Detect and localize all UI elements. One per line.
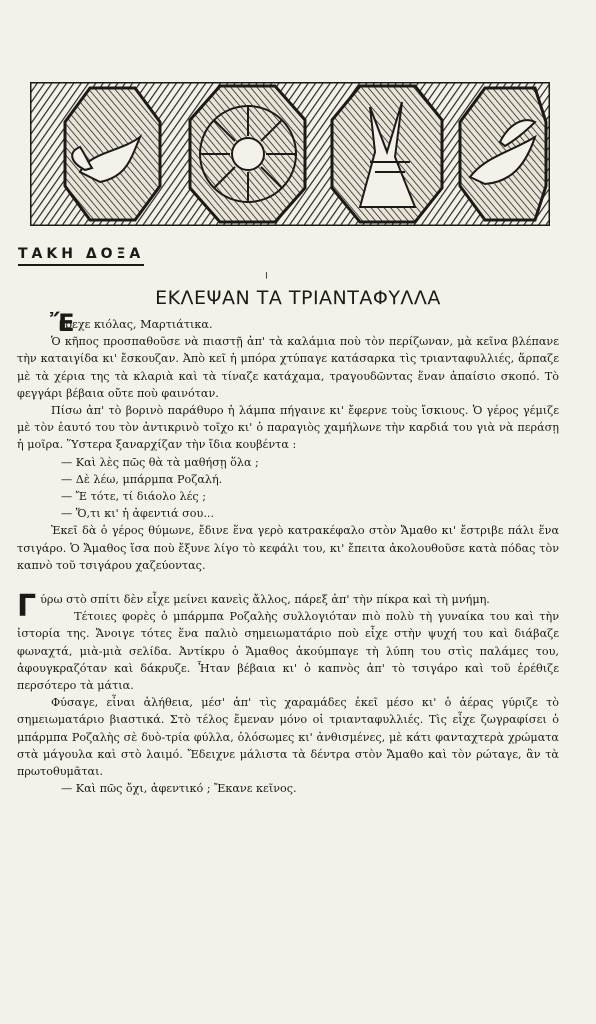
drop-cap: Ἔ [50, 309, 75, 337]
story-body [17, 309, 559, 797]
paragraph: Τέτοιες φορὲς ὁ μπάρμπα Ροζαλὴς συλλογιόταν πιὸ πολὺ τὴ γυναίκα του καὶ τὴν ἱστορία της. Ἄνοιγε τότες ἕνα παλιὸ σημειωματάριο ποὺ εἶχε στὴν ψυχή του καὶ διάβαζε φωναχτά, μιὰ-μιὰ σελίδα. Ἀντίκρυ ὁ Ἄμαθος ἀκούμπαγε τὴ λύπη του στὶς παλάμες του, ἀφουγκραζόταν καὶ δάκρυζε. Ἦταν βέβαια κι' ὁ καπνὸς ἀπ' τὸ τσιγάρο καὶ τοῦ ἐρέθιζε περσότερο τὰ μάτια. [17, 610, 559, 693]
dialogue-line: — Ἔ τότε, τί διάολο λές ; [61, 490, 207, 504]
ornament-mark: ╷ [263, 266, 270, 279]
paragraph: Πίσω ἀπ' τὸ βορινὸ παράθυρο ἡ λάμπα πήγαινε κι' ἔφερνε τοὺς ἴσκιους. Ὁ γέρος γέμιζε μὲ τὸν ἑαυτό του τὸν ἀντικρινὸ τοῖχο κι' ὁ παραγιὸς χαμήλωνε τὴν καρδιά του γιὰ νὰ περάσῃ ἡ μοῖρα. Ὕστερα ξαναρχίζαν τὴν ἴδια κουβέντα : [17, 404, 559, 452]
paragraph: Ὁ κῆπος προσπαθοῦσε νὰ πιαστῇ ἀπ' τὰ καλάμια ποὺ τὸν περίζωναν, μὰ κεῖνα βλέπανε τὴν καταιγίδα κι' ἔσκουζαν. Ἀπὸ κεῖ ἡ μπόρα χτύπαγε κατάσαρκα τὶς τριανταφυλλιές, ἅρπαζε μὲ τὰ χέρια της τὰ κλαριὰ καὶ τὰ τίναζε κατάχαμα, τραγουδῶντας ἕναν ἀπαίσιο σκοπό. Τὸ φεγγάρι βέβαια οὔτε ποὺ φαινόταν. [17, 335, 559, 400]
paragraph-text: βρεχε κιόλας, Μαρτιάτικα. [59, 318, 213, 331]
story-title: ΕΚΛΕΨΑΝ ΤΑ ΤΡΙΑΝΤΑΦΥΛΛΑ [155, 287, 441, 309]
drop-cap: Γ [17, 589, 37, 625]
dialogue-line: — Ὅ,τι κι' ἡ ἀφεντιά σου... [61, 507, 214, 521]
dialogue-line: — Δὲ λέω, μπάρμπα Ροζαλή. [61, 472, 223, 486]
dialogue-line: — Καὶ λὲς πῶς θὰ τὰ μαθήσῃ ὅλα ; [61, 455, 259, 469]
paragraph-text: ύρω στὸ σπίτι δὲν εἶχε μείνει κανεὶς ἄλλος, πάρεξ ἀπ' τὴν πίκρα καὶ τὴ μνήμη. [40, 593, 490, 607]
paragraph-section-two [17, 589, 559, 625]
paragraph-opening [17, 309, 559, 337]
woodcut-illustration [30, 82, 550, 226]
paragraph: Φύσαγε, εἶναι ἀλήθεια, μέσ' ἀπ' τὶς χαραμάδες ἐκεῖ μέσο κι' ὁ ἀέρας γύριζε τὸ σημειωματάριο βιαστικά. Στὸ τέλος ἔμεναν μόνο οἱ τριανταφυλλιές. Τὶς εἶχε ζωγραφίσει ὁ μπάρμπα Ροζαλὴς σὲ δυὸ-τρία φύλλα, ὁλόσωμες κι' ἀνθισμένες, μὲ κάτι φανταχτερὰ χρώματα στὰ μάγουλα καὶ στὸ λαιμό. Ἔδειχνε μάλιστα τὰ δέντρα στὸν Ἄμαθο καὶ τὸν ρώταγε, ἂν τὰ πρωτοθυμᾶται. [17, 696, 559, 779]
paragraph: Ἐκεῖ δὰ ὁ γέρος θύμωνε, ἔδινε ἕνα γερὸ κατρακέφαλο στὸν Ἄμαθο κι' ἔστριβε πάλι ἕνα τσιγάρο. Ὁ Ἄμαθος ἴσα ποὺ ἔξυνε λίγο τὸ κεφάλι του, κι' ἔπειτα ἀκολουθοῦσε κατὰ πόδας τὸν καπνὸ τοῦ τσιγάρου χαζεύοντας. [17, 524, 559, 572]
dialogue-line: — Καὶ πῶς ὄχι, ἀφεντικό ; Ἔκανε κεῖνος. [61, 782, 297, 796]
author-name: ΤΑΚΗ ΔΟΞΑ [18, 246, 144, 266]
